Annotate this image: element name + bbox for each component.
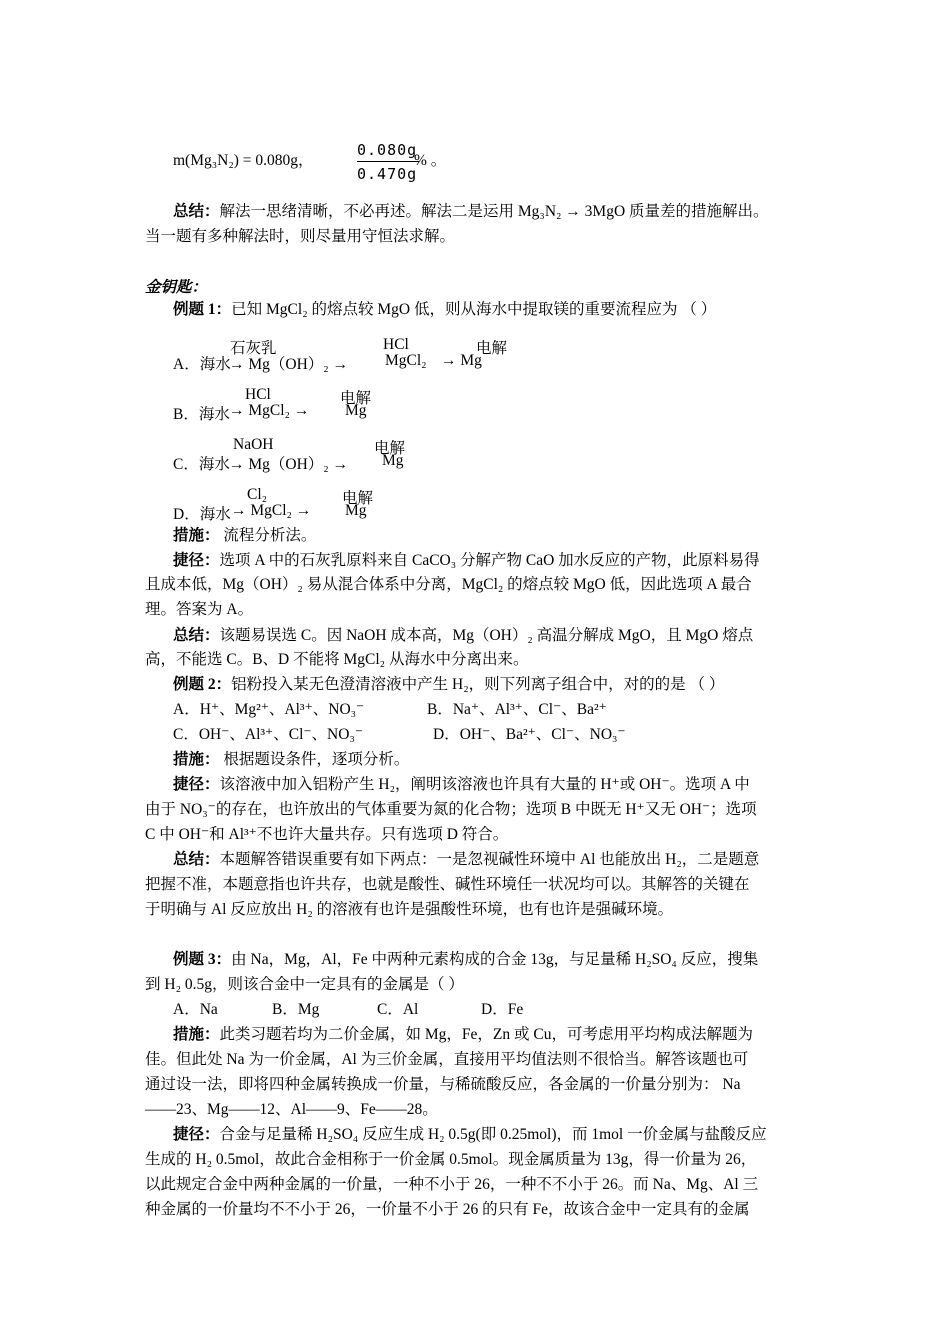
summary-line-2: 当一题有多种解法时，则尽量用守恒法求解。 <box>145 228 456 245</box>
ex3-question-2: 到 H₂ 0.5g，则该合金中一定具有的金属是（ ） <box>145 976 464 993</box>
reagent-label: HCl <box>245 386 271 403</box>
ex3-option-d: D．Fe <box>481 1001 524 1018</box>
ex3-option-a: A．Na <box>173 1001 218 1018</box>
ex2-summary-2: 把握不准，本题意指也许共存，也就是酸性、碱性环境任一状况均可以。其解答的关键在 <box>145 876 750 893</box>
reagent-label: 电解 <box>340 390 372 407</box>
reagent-label: 电解 <box>342 490 374 507</box>
ex1-option-c: C．海水 → Mg（OH）₂ → Mg NaOH 电解 <box>173 436 406 473</box>
ex1-option-b: B．海水 → MgCl₂ → Mg HCl 电解 <box>173 386 372 423</box>
fraction-tail: % 。 <box>414 152 447 169</box>
ex3-method-1: 措施：此类习题若均为二价金属，如 Mg，Fe，Zn 或 Cu，可考虑用平均构成法解题为 <box>173 1026 753 1043</box>
reagent-label: 电解 <box>476 340 508 357</box>
ex3-method-4: ——23、Mg——12、Al——9、Fe——28。 <box>145 1101 438 1118</box>
ex2-path-2: 由于 NO₃⁻的存在，也许放出的气体重要为氮的化合物；选项 B 中既无 H⁺又无 OH⁻；选项 <box>145 801 757 818</box>
ex2-option-a: A．H⁺、Mg²⁺、Al³⁺、NO₃⁻ <box>173 701 365 718</box>
ex2-question: 例题 2：铝粉投入某无色澄清溶液中产生 H₂，则下列离子组合中，对的的是 （ ） <box>173 676 725 693</box>
ex2-option-b: B．Na⁺、Al³⁺、Cl⁻、Ba²⁺ <box>427 701 607 718</box>
ex1-question: 例题 1：已知 MgCl₂ 的熔点较 MgO 低，则从海水中提取镁的重要流程应为 （ ） <box>173 301 717 318</box>
reagent-label: 石灰乳 <box>230 340 277 357</box>
reagent-label: Cl₂ <box>247 486 268 503</box>
key-heading: 金钥匙： <box>145 279 208 296</box>
ex2-option-c: C．OH⁻、Al³⁺、Cl⁻、NO₃⁻ <box>173 726 364 743</box>
ex2-path-3: C 中 OH⁻和 Al³⁺不也许大量共存。只有选项 D 符合。 <box>145 826 509 843</box>
reagent-label: 电解 <box>374 440 406 457</box>
ex3-question-1: 例题 3：由 Na，Mg，Al，Fe 中两种元素构成的合金 13g，与足量稀 H₂SO₄ 反应，搜集 <box>173 951 759 968</box>
ex1-method: 措施： 流程分析法。 <box>173 527 317 544</box>
ex1-path-3: 理。答案为 A。 <box>145 601 254 618</box>
ex3-path-3: 以此规定合金中两种金属的一价量，一种不小于 26，一种不不小于 26。而 Na、Mg、Al 三 <box>145 1176 759 1193</box>
ex3-option-c: C．Al <box>377 1001 419 1018</box>
ex2-method: 措施： 根据题设条件，逐项分析。 <box>173 751 410 768</box>
fraction-denominator: 0.470g <box>357 165 418 183</box>
ex3-path-2: 生成的 H₂ 0.5mol，故此合金相称于一价金属 0.5mol。现金属质量为 13g，得一价量为 26， <box>145 1151 757 1168</box>
ex1-path-1: 捷径：选项 A 中的石灰乳原料来自 CaCO₃ 分解产物 CaO 加水反应的产物，此原料易得 <box>173 552 760 569</box>
ex2-summary-1: 总结：本题解答错误重要有如下两点：一是忽视碱性环境中 Al 也能放出 H₂，二是题意 <box>173 851 760 868</box>
ex1-path-2: 且成本低，Mg（OH）₂ 易从混合体系中分离，MgCl₂ 的熔点较 MgO 低，因此选项 A 最合 <box>145 576 752 593</box>
ex2-summary-3: 于明确与 Al 反应放出 H₂ 的溶液有也许是强酸性环境，也有也许是强碱环境。 <box>145 901 674 918</box>
ex3-path-4: 种金属的一价量均不不小于 26，一价量不小于 26 的只有 Fe，故该合金中一定具有的金属 <box>145 1201 750 1218</box>
ex3-method-3: 通过设一法，即将四种金属转换成一价量，与稀硫酸反应，各金属的一价量分别为： Na <box>145 1076 741 1093</box>
fraction-numerator: 0.080g <box>357 141 418 159</box>
ex3-path-1: 捷径：合金与足量稀 H₂SO₄ 反应生成 H₂ 0.5g(即 0.25mol)，而 1mol 一价金属与盐酸反应 <box>173 1126 767 1143</box>
reagent-label: HCl <box>383 336 409 353</box>
fraction-bar <box>357 161 419 162</box>
ex1-summary-1: 总结：该题易误选 C。因 NaOH 成本高，Mg（OH）₂ 高温分解成 MgO，且 MgO 熔点 <box>173 627 754 644</box>
ex1-option-d: D．海水 → MgCl₂ → Mg Cl₂ 电解 <box>173 486 374 523</box>
ex2-path-1: 捷径：该溶液中加入铝粉产生 H₂，阐明该溶液也许具有大量的 H⁺或 OH⁻。选项 A 中 <box>173 776 750 793</box>
ex3-option-b: B．Mg <box>272 1001 320 1018</box>
summary-line-1: 总结：解法一思绪清晰，不必再述。解法二是运用 Mg₃N₂ → 3MgO 质量差的措施解出。 <box>173 203 769 220</box>
mass-expression: m(Mg₃N₂) = 0.080g， <box>173 152 314 169</box>
ex3-method-2: 佳。但此处 Na 为一价金属，Al 为三价金属，直接用平均值法则不很恰当。解答该题也可 <box>145 1051 749 1068</box>
ex2-option-d: D．OH⁻、Ba²⁺、Cl⁻、NO₃⁻ <box>433 726 626 743</box>
ex1-option-a: A．海水 → Mg（OH）₂ → MgCl₂ → Mg 石灰乳 HCl 电解 <box>173 336 508 373</box>
ex1-summary-2: 高，不能选 C。B、D 不能将 MgCl₂ 从海水中分离出来。 <box>145 651 529 668</box>
reagent-label: NaOH <box>233 436 274 453</box>
